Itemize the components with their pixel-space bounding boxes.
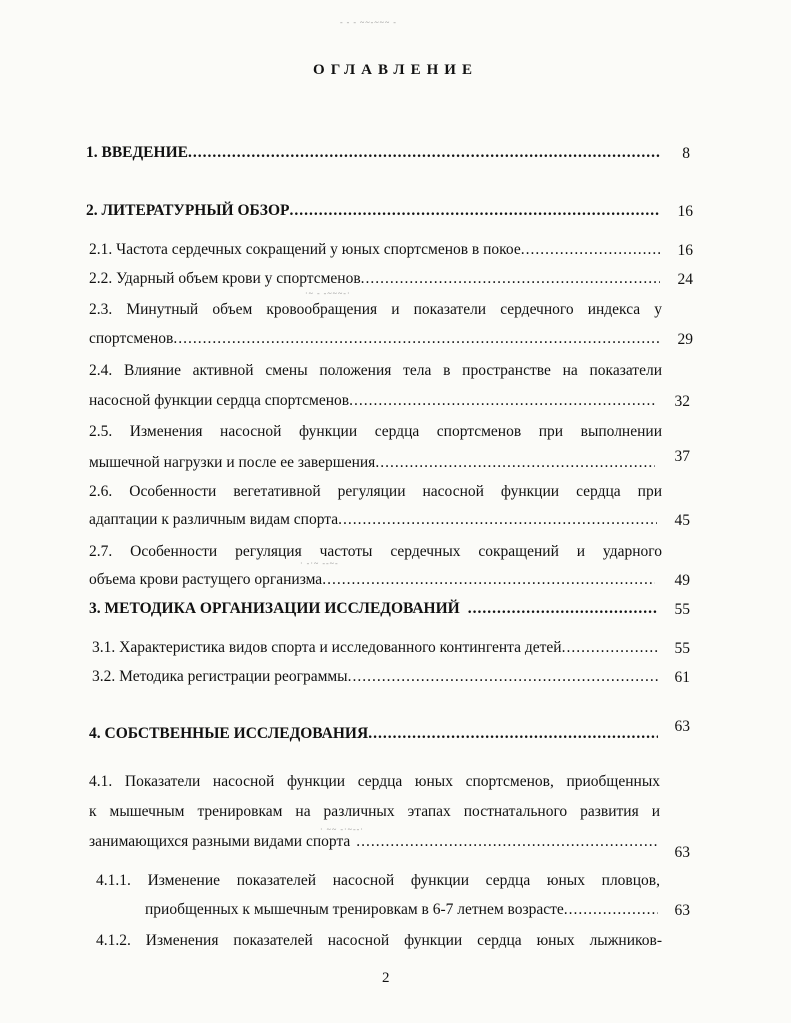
toc-entry-label: спортсменов bbox=[89, 330, 174, 347]
toc-page-number: 8 bbox=[682, 145, 690, 162]
toc-entry-4-1-1[interactable] bbox=[145, 902, 658, 918]
leader-dots bbox=[564, 902, 658, 918]
toc-entry-label: 1. ВВЕДЕНИЕ bbox=[86, 144, 188, 161]
toc-entry-label: насосной функции сердца спортсменов bbox=[89, 392, 350, 409]
toc-page-number: 63 bbox=[674, 718, 690, 735]
leader-dots bbox=[173, 331, 661, 347]
toc-entry-label: адаптации к различным видам спорта bbox=[89, 511, 339, 528]
toc-entry-4-1[interactable] bbox=[89, 834, 657, 850]
toc-entry-2-4-line1[interactable]: 2.4. Влияние активной смены положения тела в пространстве на показатели bbox=[89, 362, 662, 379]
toc-entry-2-5-line1[interactable]: 2.5. Изменения насосной функции сердца спортсменов при выполнении bbox=[89, 423, 662, 440]
toc-entry-2-6[interactable] bbox=[89, 512, 657, 528]
toc-entry-3-1[interactable] bbox=[92, 640, 658, 656]
toc-entry-2-7-line1[interactable]: 2.7. Особенности регуляция частоты сердечных сокращений и ударного bbox=[89, 543, 662, 560]
toc-entry-label: 2. ЛИТЕРАТУРНЫЙ ОБЗОР bbox=[86, 202, 290, 219]
toc-entry-4-1-2-line1[interactable]: 4.1.2. Изменения показателей насосной функции сердца юных лыжников- bbox=[96, 932, 662, 949]
page-number: 2 bbox=[382, 970, 390, 986]
toc-page-number: 61 bbox=[674, 669, 690, 686]
page-title: ОГЛАВЛЕНИЕ bbox=[313, 62, 478, 78]
scan-artifact: · ~~ -·~--· bbox=[320, 825, 364, 834]
scan-artifact: · -·~ --~- bbox=[300, 559, 339, 568]
leader-dots bbox=[375, 455, 655, 471]
toc-page-number: 55 bbox=[674, 640, 690, 657]
leader-dots bbox=[188, 145, 661, 161]
toc-entry-2-2[interactable] bbox=[89, 271, 660, 287]
toc-entry-label: 3.1. Характеристика видов спорта и исследованного контингента детей bbox=[92, 639, 562, 656]
scan-artifact: - - - ~~-~~~ - bbox=[340, 18, 397, 27]
toc-entry-label: приобщенных к мышечным тренировкам в 6-7 летнем возрасте bbox=[145, 901, 564, 918]
toc-entry-introduction[interactable] bbox=[86, 145, 661, 161]
toc-entry-label: мышечной нагрузки и после ее завершения bbox=[89, 454, 376, 471]
toc-entry-4-1-line1[interactable]: 4.1. Показатели насосной функции сердца юных спортсменов, приобщенных bbox=[89, 773, 660, 790]
leader-dots bbox=[350, 834, 657, 850]
toc-page-number: 16 bbox=[677, 203, 693, 220]
toc-entry-2-6-line1[interactable]: 2.6. Особенности вегетативной регуляции насосной функции сердца при bbox=[89, 483, 662, 500]
toc-entry-2-4[interactable] bbox=[89, 393, 655, 409]
leader-dots bbox=[322, 572, 655, 588]
leader-dots bbox=[562, 640, 658, 656]
toc-entry-2-1[interactable] bbox=[89, 242, 660, 258]
scan-artifact: ·~ - -~~~-· bbox=[305, 289, 351, 298]
toc-entry-label: 4. СОБСТВЕННЫЕ ИССЛЕДОВАНИЯ bbox=[89, 725, 369, 742]
toc-entry-methods[interactable] bbox=[89, 601, 658, 617]
leader-dots bbox=[338, 512, 657, 528]
toc-page-number: 55 bbox=[674, 601, 690, 618]
toc-entry-literature-review[interactable] bbox=[86, 203, 660, 219]
toc-entry-2-3[interactable] bbox=[89, 331, 661, 347]
toc-page-number: 49 bbox=[674, 572, 690, 589]
leader-dots bbox=[521, 242, 660, 258]
toc-page-number: 63 bbox=[674, 844, 690, 861]
leader-dots bbox=[460, 601, 658, 617]
toc-entry-label: 3.2. Методика регистрации реограммы bbox=[92, 668, 348, 685]
toc-page-number: 29 bbox=[677, 331, 693, 348]
toc-page-number: 32 bbox=[674, 393, 690, 410]
toc-entry-2-3-line1[interactable]: 2.3. Минутный объем кровообращения и показатели сердечного индекса у bbox=[89, 301, 662, 318]
toc-entry-2-7[interactable] bbox=[89, 572, 655, 588]
leader-dots bbox=[290, 203, 661, 219]
toc-page-number: 63 bbox=[674, 902, 690, 919]
toc-entry-label: 3. МЕТОДИКА ОРГАНИЗАЦИИ ИССЛЕДОВАНИЙ bbox=[89, 600, 460, 617]
toc-entry-2-5[interactable] bbox=[89, 455, 655, 471]
leader-dots bbox=[349, 393, 655, 409]
toc-entry-label: объема крови растущего организма bbox=[89, 571, 323, 588]
toc-entry-4-1-1-line1[interactable]: 4.1.1. Изменение показателей насосной функции сердца юных пловцов, bbox=[96, 872, 660, 889]
toc-page-number: 45 bbox=[674, 512, 690, 529]
toc-entry-own-research[interactable] bbox=[89, 726, 658, 742]
toc-entry-3-2[interactable] bbox=[92, 669, 658, 685]
leader-dots bbox=[361, 271, 660, 287]
leader-dots bbox=[348, 669, 658, 685]
toc-page-number: 16 bbox=[677, 242, 693, 259]
toc-page-number: 24 bbox=[677, 271, 693, 288]
toc-entry-label: 2.2. Ударный объем крови у спортсменов bbox=[89, 270, 361, 287]
toc-entry-label: занимающихся разными видами спорта bbox=[89, 833, 351, 850]
toc-entry-4-1-line2[interactable]: к мышечным тренировкам на различных этапах постнатального развития и bbox=[89, 803, 660, 820]
toc-entry-label: 2.1. Частота сердечных сокращений у юных спортсменов в покое bbox=[89, 241, 521, 258]
leader-dots bbox=[368, 726, 658, 742]
toc-page-number: 37 bbox=[674, 448, 690, 465]
